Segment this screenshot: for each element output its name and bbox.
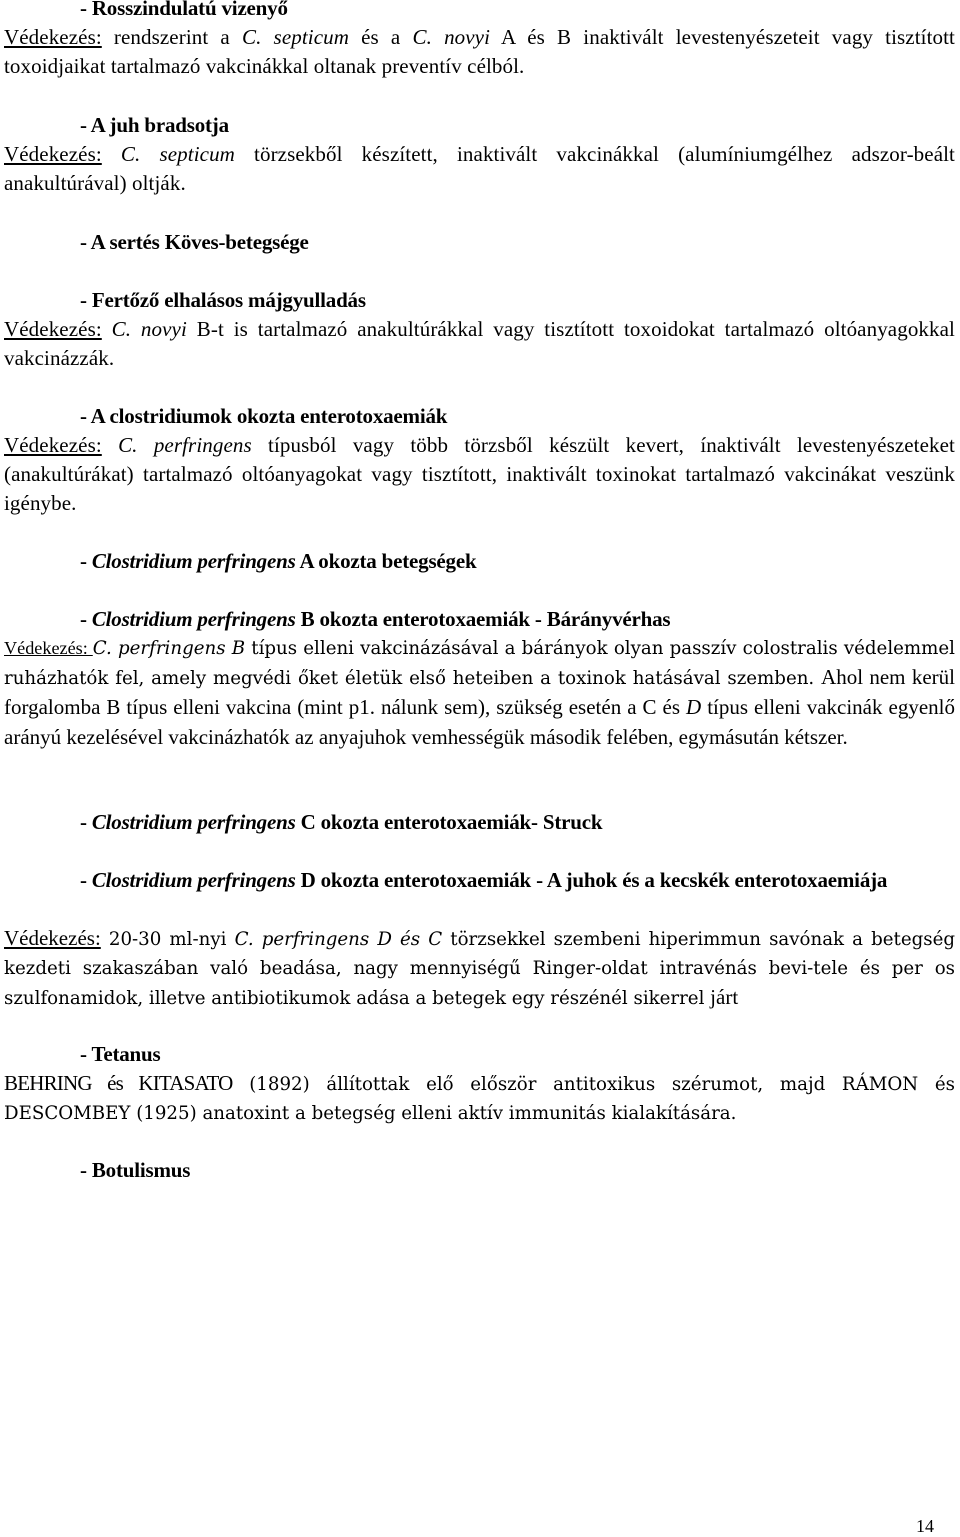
- species-name: C. novyi: [111, 317, 187, 341]
- paragraph-rosszindulatu-vizenyo: [4, 23, 955, 81]
- heading-botulismus: - Botulismus: [80, 1158, 191, 1182]
- species-name: C. perfringens D és C: [234, 929, 443, 950]
- label-vedekezes: Védekezés:: [4, 317, 102, 341]
- text: törzsekkel szembeni hiperimmun savónak a betegség kezdeti szakaszában való beadása, nagy mennyiségű Ringer-oldat intravénás bevi-tele és per os szulfonamidok, illetve antibiotikumok adása a betegek egy részénél sikerrel: [4, 929, 955, 1009]
- text: törzsekből készített, inaktivált vakcinákkal (alumíniumgélhez adszor-beált anakultúrával) oltják.: [4, 142, 955, 195]
- text: típus elleni vakcinák egyenlő arányú kezelésével vakcinázhatók az anyajuhok vemhességük második felében, egymásután kétszer.: [4, 695, 955, 749]
- text: D okozta enterotoxaemiák - A juhok és a kecskék enterotoxaemiája: [295, 868, 888, 892]
- text: BEHRING és KITASATO: [4, 1071, 233, 1095]
- text: B-t is tartalmazó anakultúrákkal vagy tisztított toxoidokat tartalmazó oltóanyagokkal vakcinázzák.: [4, 317, 955, 370]
- text: típus elleni vakcinázásával a bárányok olyan passzív colostralis védelemmel ruházhatók fel, amely megvédi őket életük első heteiben a toxinok hatásával szemben.: [4, 638, 955, 689]
- paragraph-clostridiumok: [4, 431, 955, 518]
- text: -: [80, 810, 92, 834]
- text: 20-30 ml-nyi: [100, 929, 235, 950]
- heading-cp-d: [4, 866, 955, 895]
- text: -: [80, 549, 92, 573]
- text: típusból vagy több törzsből készült kevert, ínaktivált levestenyészeteket (anakultúrákat) tartalmazó oltóanyagokat vagy tisztított, inaktivált toxinokat tartalmazó vakcinákat veszünk igénybe.: [4, 433, 955, 515]
- text: -: [80, 607, 92, 631]
- label-vedekezes: Védekezés:: [4, 142, 102, 166]
- heading-juh-bradsotja: - A juh bradsotja: [80, 113, 229, 137]
- text: -: [80, 868, 92, 892]
- text: C okozta enterotoxaemiák- Struck: [295, 810, 603, 834]
- paragraph-cp-d: [4, 924, 955, 1013]
- text: (1892) állítottak elő először antitoxikus szérumot, majd RÁMON és DESCOMBEY (1925) anatoxint a betegség elleni aktív immunitás kialakítására.: [4, 1074, 955, 1124]
- heading-rosszindulatu-vizenyo: - Rosszindulatú vizenyő: [80, 0, 288, 20]
- text: és a: [349, 25, 413, 49]
- label-vedekezes: Védekezés:: [4, 638, 93, 658]
- species-name: C. perfringens: [118, 433, 252, 457]
- species-name: C. septicum: [120, 142, 235, 166]
- species-name: Clostridium perfringens: [91, 607, 296, 631]
- paragraph-tetanus: [4, 1069, 955, 1128]
- paragraph-juh-bradsotja: [4, 140, 955, 198]
- heading-cp-b: [80, 605, 955, 634]
- species-name: Clostridium perfringens: [91, 810, 296, 834]
- heading-clostridiumok: - A clostridiumok okozta enterotoxaemiák: [80, 404, 448, 428]
- heading-tetanus: - Tetanus: [80, 1042, 161, 1066]
- species-name: D: [686, 695, 702, 719]
- text: Ahol nem kerül forgalomba B típus elleni vakcina (mint p1. nálunk sem), szükség esetén a C és: [4, 665, 955, 719]
- paragraph-majgyulladas: [4, 315, 955, 373]
- heading-cp-c: [80, 808, 955, 837]
- heading-majgyulladas: - Fertőző elhalásos májgyulladás: [80, 288, 366, 312]
- page-number: 14: [916, 1516, 934, 1536]
- species-name: C. perfringens B: [92, 638, 246, 659]
- text: B okozta enterotoxaemiák - Bárányvérhas: [295, 607, 671, 631]
- text: A okozta betegségek: [295, 549, 477, 573]
- species-name: Clostridium perfringens: [91, 868, 296, 892]
- paragraph-cp-b: [4, 634, 955, 753]
- label-vedekezes: Védekezés:: [4, 433, 102, 457]
- species-name: C. septicum: [241, 25, 349, 49]
- species-name: C. novyi: [412, 25, 491, 49]
- text: rendszerint a: [101, 25, 242, 49]
- label-vedekezes: Védekezés:: [4, 25, 102, 49]
- heading-cp-a: [80, 547, 955, 576]
- heading-koves-betegseg: - A sertés Köves-betegsége: [80, 230, 309, 254]
- text: A és B inaktivált levestenyészeteit vagy tisztított toxoidjaikat tartalmazó vakcinákkal oltanak preventív célból.: [4, 25, 955, 78]
- species-name: Clostridium perfringens: [91, 549, 296, 573]
- text: járt: [710, 985, 739, 1009]
- label-vedekezes: Védekezés:: [4, 926, 101, 950]
